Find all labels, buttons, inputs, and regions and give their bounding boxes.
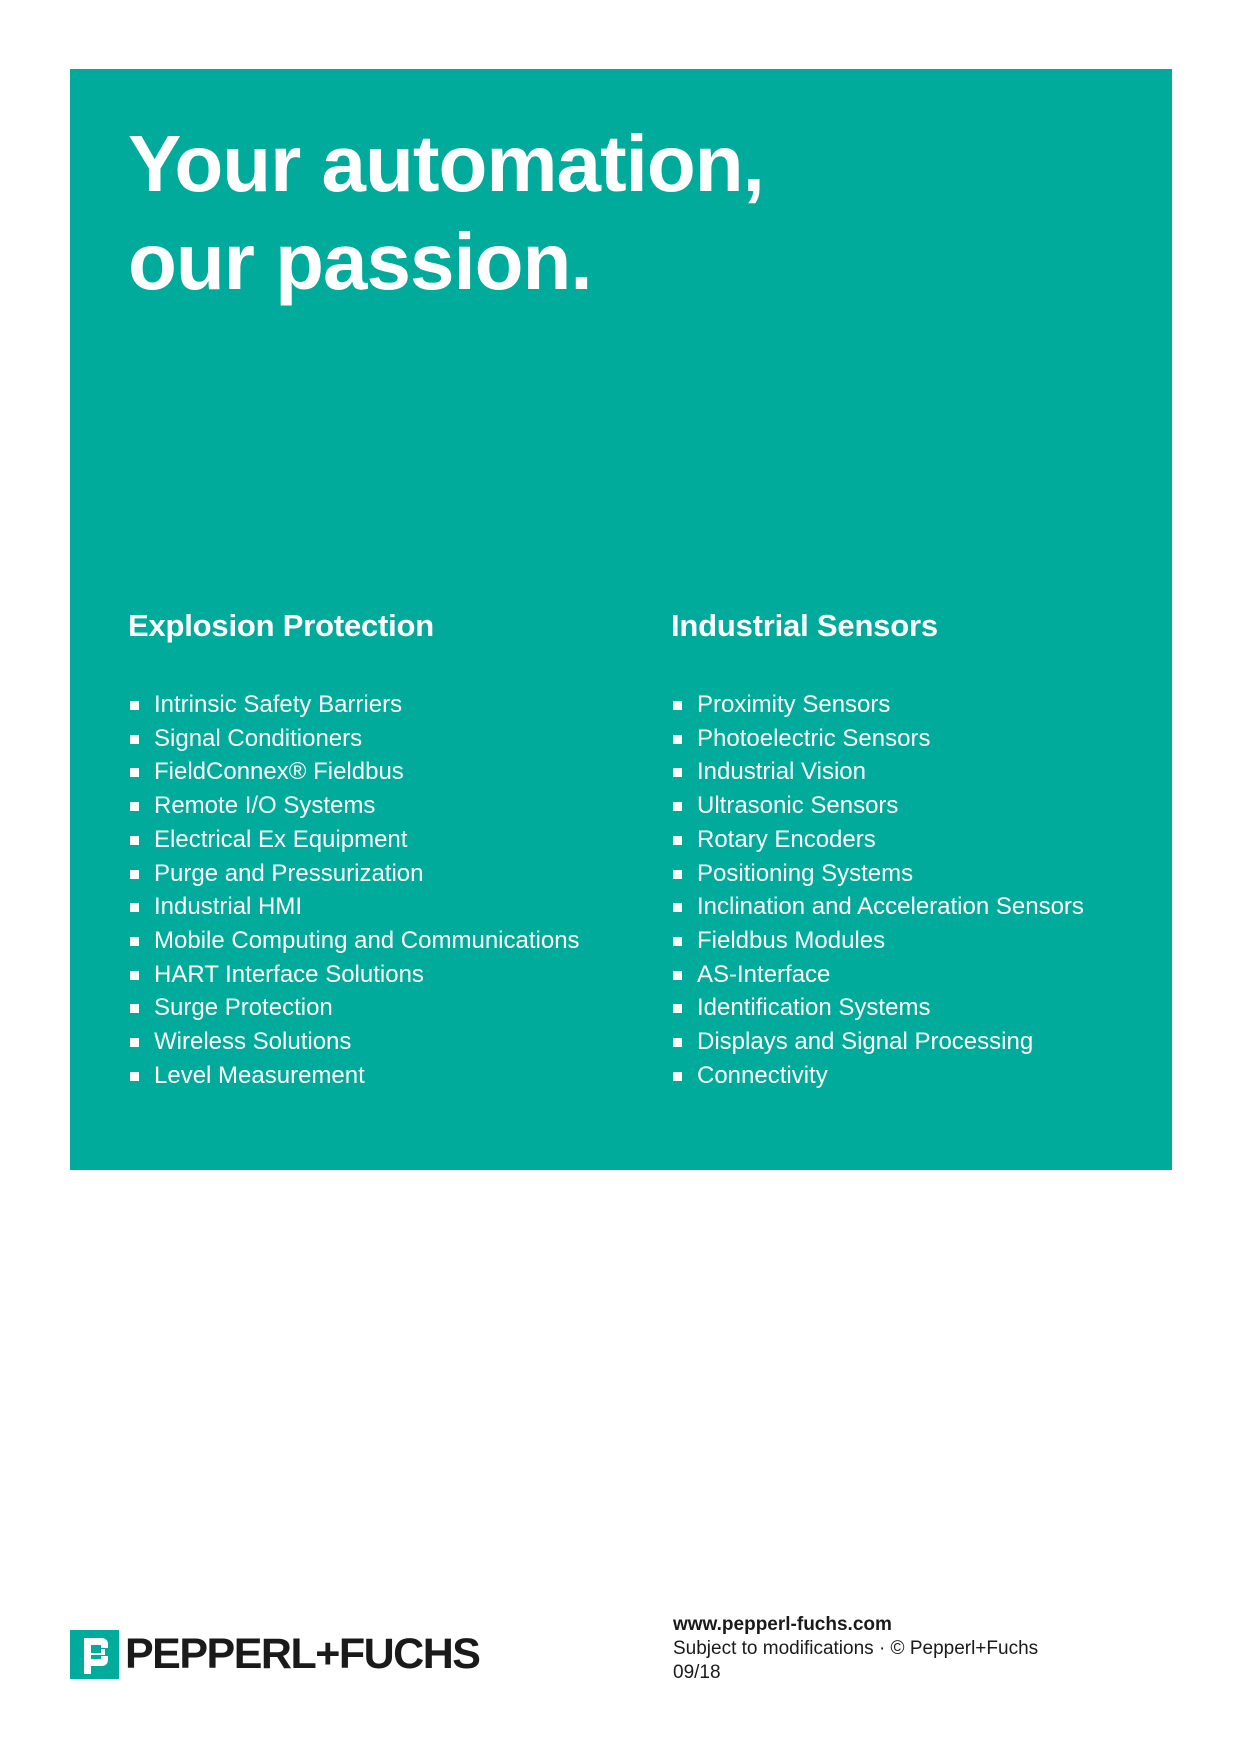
list-item (671, 991, 1084, 1025)
list-item-label: Mobile Computing and Communications (154, 926, 580, 954)
bullet-icon (130, 1038, 139, 1047)
list-item (671, 688, 1084, 722)
hero-panel (70, 69, 1172, 1170)
pepperl-fuchs-logo (70, 1629, 479, 1679)
list-item-label: FieldConnex® Fieldbus (154, 758, 404, 786)
bullet-icon (673, 870, 682, 879)
list-item-label: Proximity Sensors (697, 691, 891, 718)
list-item-label: Intrinsic Safety Barriers (154, 691, 403, 718)
list-item (128, 688, 580, 722)
bullet-icon (673, 836, 682, 845)
bullet-icon (130, 1004, 139, 1013)
list-item-label: Identification Systems (697, 994, 931, 1022)
list-item-label: Ultrasonic Sensors (697, 792, 899, 820)
list-item-label: Positioning Systems (697, 859, 914, 887)
bullet-icon (673, 903, 682, 912)
explosion-protection-column (128, 604, 580, 1092)
bullet-icon (130, 735, 139, 744)
list-item-label: Remote I/O Systems (154, 792, 376, 820)
list-item-label: Electrical Ex Equipment (154, 825, 408, 853)
list-item-label: Surge Protection (154, 994, 333, 1022)
bullet-icon (673, 802, 682, 811)
bullet-icon (673, 937, 682, 946)
bullet-icon (673, 971, 682, 980)
bullet-icon (673, 701, 682, 710)
list-item-label: Connectivity (697, 1061, 828, 1089)
footer-info (673, 1613, 1038, 1685)
list-item-label: HART Interface Solutions (154, 960, 424, 988)
list-item-label: Displays and Signal Processing (697, 1028, 1034, 1056)
list-item-label: Industrial Vision (697, 758, 866, 786)
list-item-label: Industrial HMI (154, 893, 303, 921)
list-item-label: AS-Interface (697, 960, 831, 988)
bullet-icon (673, 1038, 682, 1047)
industrial-sensors-list (671, 688, 1084, 1092)
list-item (128, 924, 580, 958)
list-item-label: Fieldbus Modules (697, 926, 886, 954)
list-item (128, 755, 580, 789)
list-item (671, 958, 1084, 992)
list-item-label: Inclination and Acceleration Sensors (697, 893, 1084, 921)
bullet-icon (130, 971, 139, 980)
headline (128, 115, 764, 311)
bullet-icon (130, 903, 139, 912)
list-item (671, 857, 1084, 891)
explosion-protection-title: Explosion Protection (128, 608, 435, 643)
list-item (671, 890, 1084, 924)
bullet-icon (130, 870, 139, 879)
list-item (128, 1059, 580, 1093)
list-item (128, 991, 580, 1025)
list-item (128, 857, 580, 891)
bullet-icon (130, 768, 139, 777)
list-item (128, 722, 580, 756)
logo-wordmark: PEPPERL+FUCHS (125, 1630, 480, 1678)
modifications-notice: Subject to modifications · © Pepperl+Fuchs (673, 1638, 1039, 1659)
bullet-icon (130, 701, 139, 710)
list-item-label: Rotary Encoders (697, 825, 876, 853)
explosion-protection-list (128, 688, 580, 1092)
industrial-sensors-title: Industrial Sensors (671, 608, 938, 643)
bullet-icon (673, 735, 682, 744)
website-link[interactable]: www.pepperl-fuchs.com (673, 1614, 892, 1635)
bullet-icon (673, 768, 682, 777)
list-item-label: Level Measurement (154, 1061, 365, 1089)
headline-line-1: Your automation, (128, 119, 764, 208)
list-item-label: Wireless Solutions (154, 1028, 352, 1056)
list-item (128, 789, 580, 823)
list-item-label: Purge and Pressurization (154, 859, 424, 887)
bullet-icon (673, 1004, 682, 1013)
list-item (671, 789, 1084, 823)
list-item (128, 823, 580, 857)
list-item (671, 755, 1084, 789)
bullet-icon (673, 1072, 682, 1081)
list-item (671, 924, 1084, 958)
industrial-sensors-column (671, 604, 1084, 1092)
headline-line-2: our passion. (128, 217, 592, 306)
list-item (128, 890, 580, 924)
bullet-icon (130, 836, 139, 845)
list-item (128, 1025, 580, 1059)
list-item (671, 1059, 1084, 1093)
list-item (671, 722, 1084, 756)
list-item-label: Signal Conditioners (154, 724, 363, 752)
list-item (128, 958, 580, 992)
list-item-label: Photoelectric Sensors (697, 724, 931, 752)
bullet-icon (130, 1072, 139, 1081)
bullet-icon (130, 802, 139, 811)
pf-logo-mark-icon (70, 1630, 119, 1679)
publication-date: 09/18 (673, 1662, 721, 1683)
bullet-icon (130, 937, 139, 946)
list-item (671, 823, 1084, 857)
list-item (671, 1025, 1084, 1059)
